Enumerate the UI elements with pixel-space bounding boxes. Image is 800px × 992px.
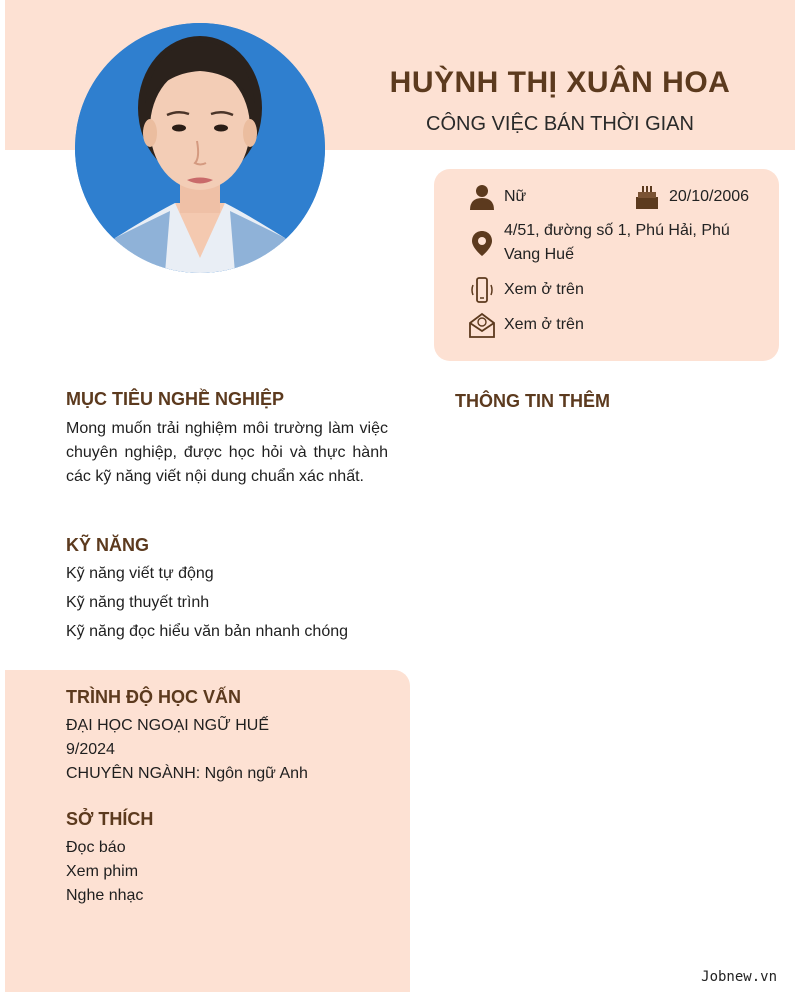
contact-phone <box>469 277 584 303</box>
education-title: TRÌNH ĐỘ HỌC VẤN <box>66 687 241 707</box>
list-item: Nghe nhạc <box>66 887 144 904</box>
contact-gender <box>469 184 526 210</box>
contact-email <box>469 312 584 338</box>
address-value: 4/51, đường số 1, Phú Hải, Phú Vang Huế <box>504 222 730 263</box>
contact-address <box>469 219 759 267</box>
location-pin-icon <box>469 230 495 256</box>
list-item: Đọc báo <box>66 839 126 856</box>
education-major: CHUYÊN NGÀNH: Ngôn ngữ Anh <box>66 765 308 782</box>
phone-value: Xem ở trên <box>504 281 584 298</box>
skills-title: KỸ NĂNG <box>66 535 150 555</box>
candidate-name: HUỲNH THỊ XUÂN HOA <box>389 66 731 99</box>
education-school: ĐẠI HỌC NGOẠI NGỮ HUẾ <box>66 717 270 734</box>
job-title: CÔNG VIỆC BÁN THỜI GIAN <box>426 113 694 135</box>
email-value: Xem ở trên <box>504 316 584 333</box>
gender-value: Nữ <box>504 188 527 205</box>
email-icon <box>469 312 495 338</box>
phone-icon <box>469 277 495 303</box>
education-date: 9/2024 <box>66 741 115 758</box>
list-item: Xem phim <box>66 863 139 880</box>
person-icon <box>469 184 495 210</box>
hobbies-title: SỞ THÍCH <box>66 809 154 829</box>
list-item: Kỹ năng viết tự động <box>66 565 214 582</box>
objective-title: MỤC TIÊU NGHỀ NGHIỆP <box>66 389 285 409</box>
contact-birthday <box>634 184 749 210</box>
list-item: Kỹ năng đọc hiểu văn bản nhanh chóng <box>66 623 349 640</box>
list-item: Kỹ năng thuyết trình <box>66 594 210 611</box>
extra-info-title: THÔNG TIN THÊM <box>455 391 610 411</box>
avatar <box>75 23 325 273</box>
footer-brand: Jobnew.vn <box>701 969 777 985</box>
cake-icon <box>634 184 660 210</box>
avatar-photo <box>75 23 325 273</box>
birthday-value: 20/10/2006 <box>669 188 750 205</box>
objective-text: Mong muốn trải nghiệm môi trường làm việc chuyên nghiệp, được học hỏi và thực hành các kỹ năng viết nội dung chuẩn xác nhất. <box>66 420 388 485</box>
